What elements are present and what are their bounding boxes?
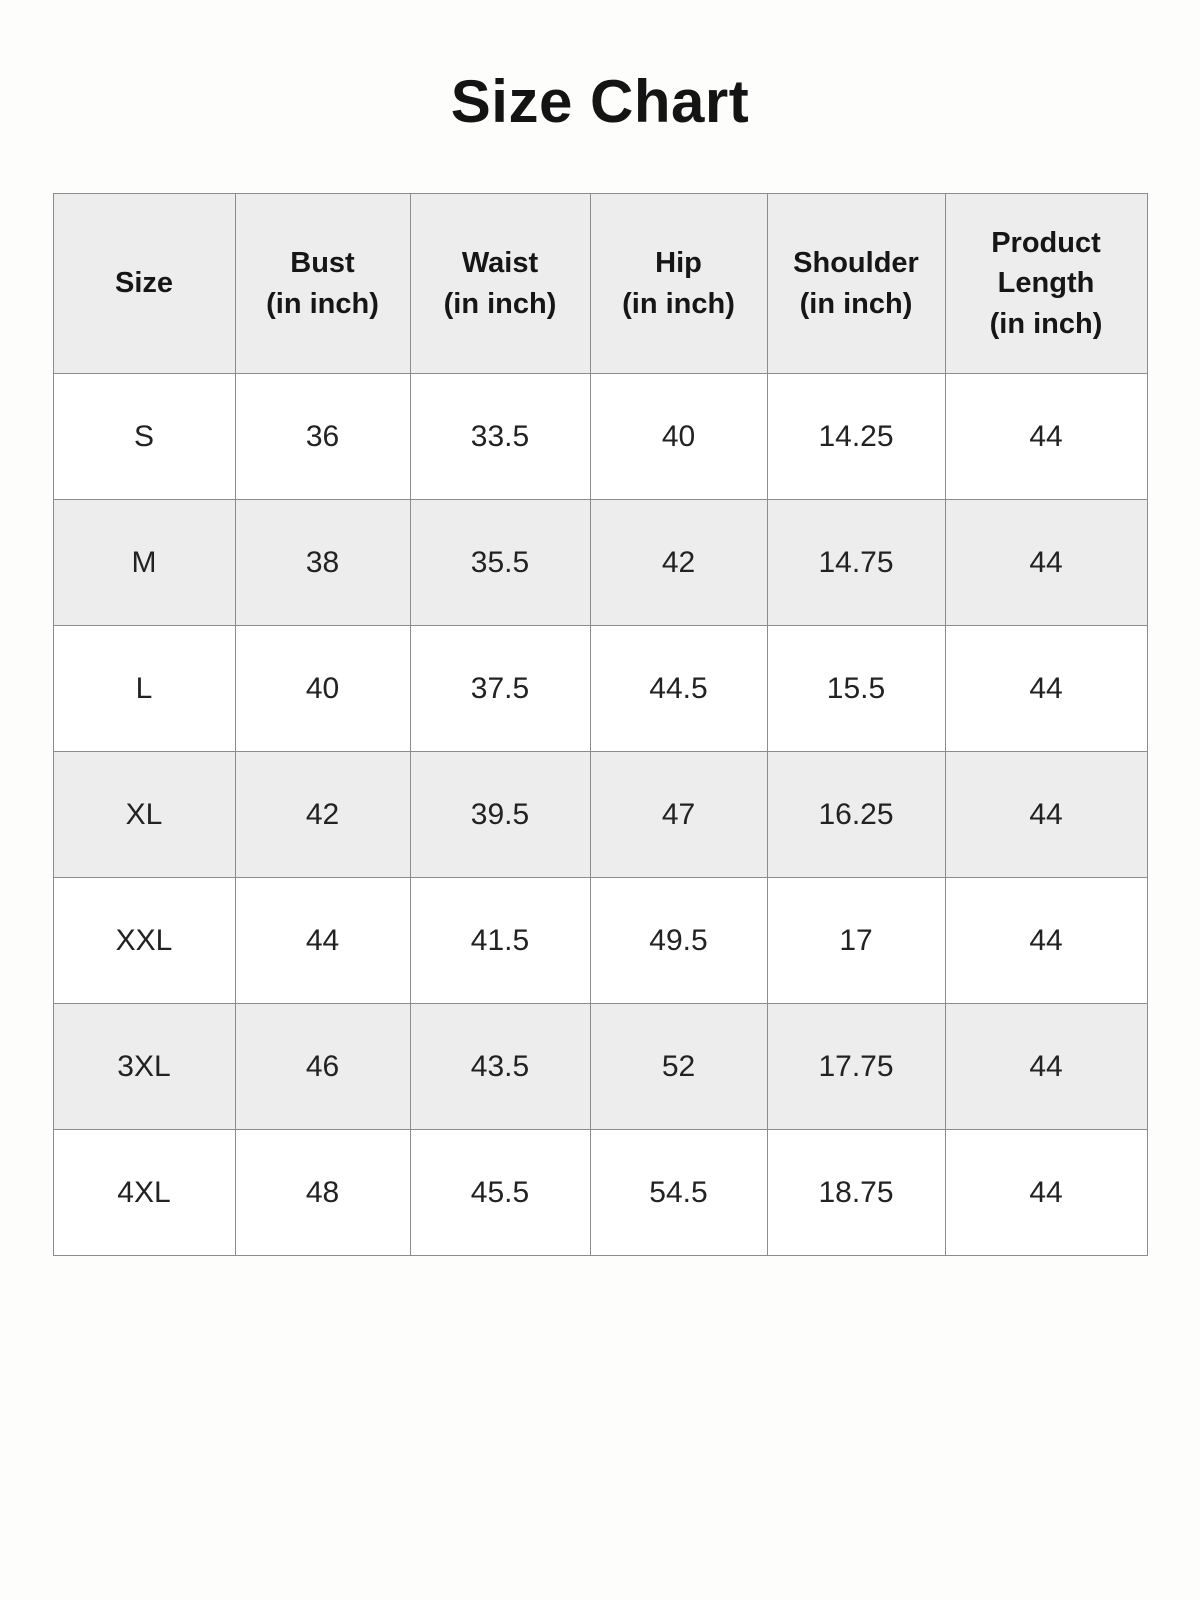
- column-header-hip: [590, 194, 767, 374]
- waist-cell: 35.5: [410, 500, 590, 626]
- header-row: [53, 194, 1147, 374]
- column-header-label: Shoulder: [793, 247, 919, 280]
- shoulder-cell: 18.75: [767, 1130, 945, 1256]
- column-header-unit: (in inch): [622, 287, 735, 320]
- column-header-label: Product Length: [991, 226, 1101, 300]
- table-row-l: [53, 626, 1147, 752]
- column-header-waist: [410, 194, 590, 374]
- bust-cell: 44: [235, 878, 410, 1004]
- size-cell: XL: [53, 752, 235, 878]
- product-length-cell: 44: [945, 500, 1147, 626]
- table-row-m: [53, 500, 1147, 626]
- table-row-xxl: [53, 878, 1147, 1004]
- bust-cell: 48: [235, 1130, 410, 1256]
- product-length-cell: 44: [945, 1004, 1147, 1130]
- shoulder-cell: 15.5: [767, 626, 945, 752]
- column-header-unit: (in inch): [989, 307, 1103, 340]
- size-cell: XXL: [53, 878, 235, 1004]
- hip-cell: 47: [590, 752, 767, 878]
- size-chart-table: [53, 193, 1148, 1256]
- waist-cell: 43.5: [410, 1004, 590, 1130]
- size-cell: 3XL: [53, 1004, 235, 1130]
- column-header-label: Bust: [290, 247, 355, 280]
- product-length-cell: 44: [945, 374, 1147, 500]
- hip-cell: 54.5: [590, 1130, 767, 1256]
- product-length-cell: 44: [945, 1130, 1147, 1256]
- waist-cell: 41.5: [410, 878, 590, 1004]
- table-row-s: [53, 374, 1147, 500]
- shoulder-cell: 14.25: [767, 374, 945, 500]
- table-row-4xl: [53, 1130, 1147, 1256]
- table-row-3xl: [53, 1004, 1147, 1130]
- size-cell: 4XL: [53, 1130, 235, 1256]
- page-title: Size Chart: [450, 68, 750, 135]
- waist-cell: 39.5: [410, 752, 590, 878]
- waist-cell: 37.5: [410, 626, 590, 752]
- waist-cell: 45.5: [410, 1130, 590, 1256]
- column-header-label: Waist: [461, 247, 539, 280]
- waist-cell: 33.5: [410, 374, 590, 500]
- bust-cell: 40: [235, 626, 410, 752]
- shoulder-cell: 17.75: [767, 1004, 945, 1130]
- column-header-unit: (in inch): [266, 287, 379, 320]
- bust-cell: 42: [235, 752, 410, 878]
- bust-cell: 46: [235, 1004, 410, 1130]
- size-cell: S: [53, 374, 235, 500]
- column-header-bust: [235, 194, 410, 374]
- size-cell: M: [53, 500, 235, 626]
- hip-cell: 40: [590, 374, 767, 500]
- column-header-unit: (in inch): [799, 287, 913, 320]
- shoulder-cell: 17: [767, 878, 945, 1004]
- hip-cell: 49.5: [590, 878, 767, 1004]
- product-length-cell: 44: [945, 752, 1147, 878]
- shoulder-cell: 16.25: [767, 752, 945, 878]
- hip-cell: 52: [590, 1004, 767, 1130]
- column-header-shoulder: [767, 194, 945, 374]
- bust-cell: 36: [235, 374, 410, 500]
- column-header-label: Hip: [655, 247, 702, 280]
- hip-cell: 44.5: [590, 626, 767, 752]
- column-header-label: Size: [114, 267, 174, 300]
- column-header-product-length: [945, 194, 1147, 374]
- table-row-xl: [53, 752, 1147, 878]
- hip-cell: 42: [590, 500, 767, 626]
- product-length-cell: 44: [945, 878, 1147, 1004]
- column-header-unit: (in inch): [443, 287, 557, 320]
- size-cell: L: [53, 626, 235, 752]
- column-header-size: [53, 194, 235, 374]
- shoulder-cell: 14.75: [767, 500, 945, 626]
- bust-cell: 38: [235, 500, 410, 626]
- product-length-cell: 44: [945, 626, 1147, 752]
